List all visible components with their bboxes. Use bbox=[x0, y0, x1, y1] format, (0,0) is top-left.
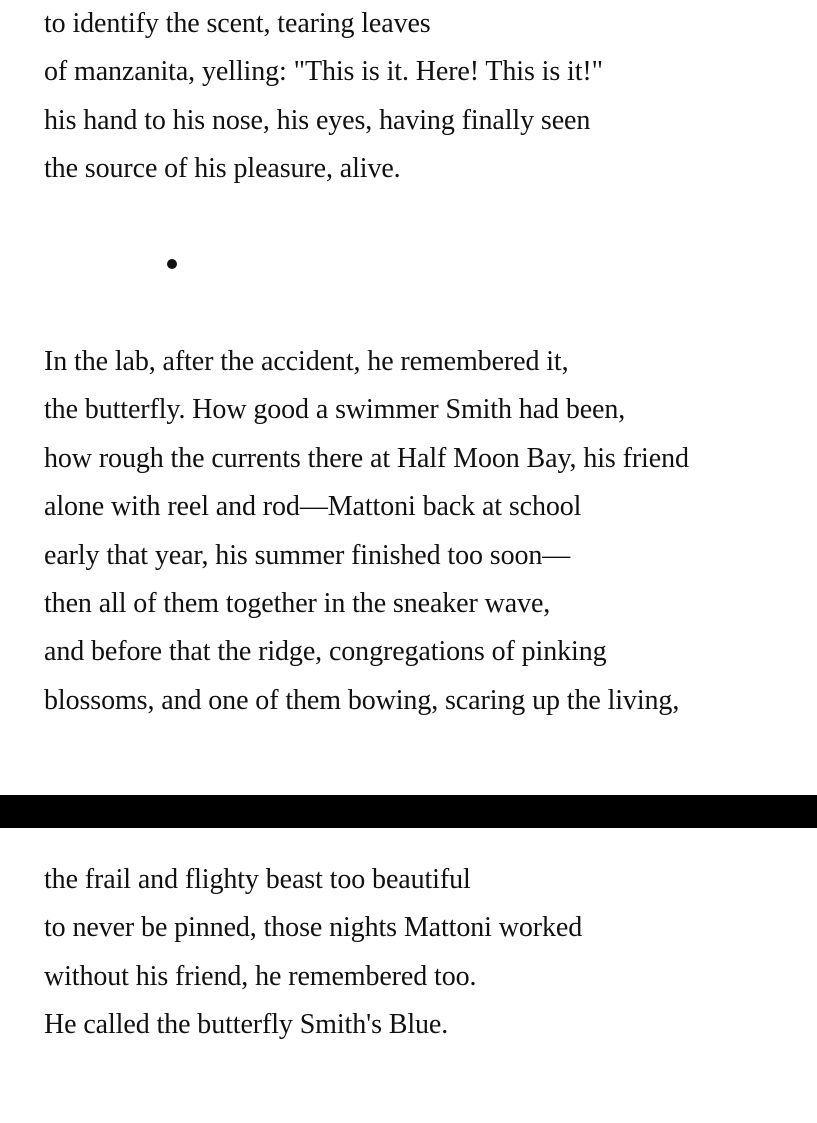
poem-line: early that year, his summer finished too soon— bbox=[44, 539, 571, 571]
poem-line: and before that the ridge, congregations of pinking bbox=[44, 636, 607, 668]
poem-line: the butterfly. How good a swimmer Smith had been, bbox=[44, 394, 626, 426]
stanza-2 bbox=[44, 338, 689, 725]
section-break-dot bbox=[167, 259, 177, 269]
poem-line: He called the butterfly Smith's Blue. bbox=[44, 1009, 449, 1041]
poem-line: then all of them together in the sneaker wave, bbox=[44, 587, 551, 619]
poem-line: alone with reel and rod—Mattoni back at school bbox=[44, 491, 582, 523]
stanza-1 bbox=[44, 0, 603, 194]
stanza-3 bbox=[44, 856, 582, 1050]
poem-line: the frail and flighty beast too beautiful bbox=[44, 864, 471, 895]
poem-line: to never be pinned, those nights Mattoni worked bbox=[44, 912, 583, 944]
page-break-bar bbox=[0, 795, 817, 828]
poem-line: the source of his pleasure, alive. bbox=[44, 153, 401, 185]
poem-line: of manzanita, yelling: "This is it. Here! This is it!" bbox=[44, 56, 603, 88]
poem-line: to identify the scent, tearing leaves bbox=[44, 8, 431, 39]
poem-line: his hand to his nose, his eyes, having finally seen bbox=[44, 104, 591, 136]
poem-line: how rough the currents there at Half Moon Bay, his friend bbox=[44, 442, 689, 474]
poem-line: without his friend, he remembered too. bbox=[44, 960, 477, 992]
poem-line: In the lab, after the accident, he remembered it, bbox=[44, 346, 569, 377]
poem-line: blossoms, and one of them bowing, scaring up the living, bbox=[44, 684, 680, 716]
